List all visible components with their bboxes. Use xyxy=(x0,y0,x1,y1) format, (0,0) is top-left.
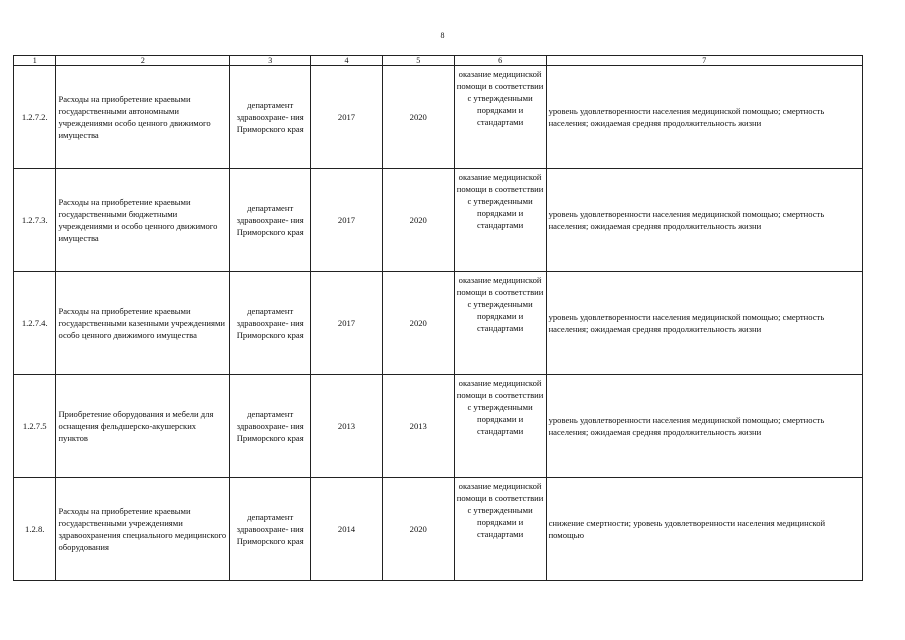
item-result-cell xyxy=(454,272,546,375)
item-end-year: 2020 xyxy=(382,272,454,375)
item-result: оказание медицинской помощи в соответствии с утвержденными порядками и стандартами xyxy=(456,69,544,127)
item-number: 1.2.8. xyxy=(14,478,56,581)
item-executor: департамент здравоохране- ния Приморского края xyxy=(230,66,311,169)
item-start-year: 2017 xyxy=(311,66,383,169)
item-number: 1.2.7.3. xyxy=(14,169,56,272)
header-cell-5: 5 xyxy=(382,56,454,66)
item-result-cell xyxy=(454,66,546,169)
table-row xyxy=(14,169,863,272)
header-cell-3: 3 xyxy=(230,56,311,66)
item-name: Расходы на приобретение краевыми государственными бюджетными учреждениями и особо ценного движимого имущества xyxy=(56,169,230,272)
header-cell-2: 2 xyxy=(56,56,230,66)
item-start-year: 2017 xyxy=(311,169,383,272)
item-executor: департамент здравоохране- ния Приморского края xyxy=(230,478,311,581)
item-name: Расходы на приобретение краевыми государственными автономными учреждениями особо ценного движимого имущества xyxy=(56,66,230,169)
table-row xyxy=(14,272,863,375)
header-cell-1: 1 xyxy=(14,56,56,66)
item-result: оказание медицинской помощи в соответствии с утвержденными порядками и стандартами xyxy=(456,481,544,539)
item-number: 1.2.7.2. xyxy=(14,66,56,169)
item-start-year: 2017 xyxy=(311,272,383,375)
item-end-year: 2020 xyxy=(382,478,454,581)
item-result: оказание медицинской помощи в соответствии с утвержденными порядками и стандартами xyxy=(456,378,544,436)
item-end-year: 2020 xyxy=(382,169,454,272)
item-result: оказание медицинской помощи в соответствии с утвержденными порядками и стандартами xyxy=(456,275,544,333)
item-name: Приобретение оборудования и мебели для оснащения фельдшерско-акушерских пунктов xyxy=(56,375,230,478)
item-number: 1.2.7.4. xyxy=(14,272,56,375)
table-row xyxy=(14,375,863,478)
item-number: 1.2.7.5 xyxy=(14,375,56,478)
item-indicators: уровень удовлетворенности населения медицинской помощью; смертность населения; ожидаемая средняя продолжительность жизни xyxy=(546,66,862,169)
item-executor: департамент здравоохране- ния Приморского края xyxy=(230,272,311,375)
item-start-year: 2014 xyxy=(311,478,383,581)
item-result: оказание медицинской помощи в соответствии с утвержденными порядками и стандартами xyxy=(456,172,544,230)
item-executor: департамент здравоохране- ния Приморского края xyxy=(230,169,311,272)
item-end-year: 2020 xyxy=(382,66,454,169)
item-result-cell xyxy=(454,478,546,581)
table-row xyxy=(14,66,863,169)
table-row xyxy=(14,478,863,581)
item-name: Расходы на приобретение краевыми государственными казенными учреждениями особо ценного движимого имущества xyxy=(56,272,230,375)
header-cell-4: 4 xyxy=(311,56,383,66)
item-result-cell xyxy=(454,169,546,272)
program-table xyxy=(13,55,863,581)
header-cell-6: 6 xyxy=(454,56,546,66)
item-indicators: снижение смертности; уровень удовлетворенности населения медицинской помощью xyxy=(546,478,862,581)
item-indicators: уровень удовлетворенности населения медицинской помощью; смертность населения; ожидаемая средняя продолжительность жизни xyxy=(546,169,862,272)
item-executor: департамент здравоохране- ния Приморского края xyxy=(230,375,311,478)
item-result-cell xyxy=(454,375,546,478)
item-indicators: уровень удовлетворенности населения медицинской помощью; смертность населения; ожидаемая средняя продолжительность жизни xyxy=(546,375,862,478)
item-start-year: 2013 xyxy=(311,375,383,478)
item-name: Расходы на приобретение краевыми государственными учреждениями здравоохранения специального медицинского оборудования xyxy=(56,478,230,581)
page-number: 8 xyxy=(440,31,445,40)
header-cell-7: 7 xyxy=(546,56,862,66)
item-end-year: 2013 xyxy=(382,375,454,478)
item-indicators: уровень удовлетворенности населения медицинской помощью; смертность населения; ожидаемая средняя продолжительность жизни xyxy=(546,272,862,375)
header-row xyxy=(14,56,863,66)
